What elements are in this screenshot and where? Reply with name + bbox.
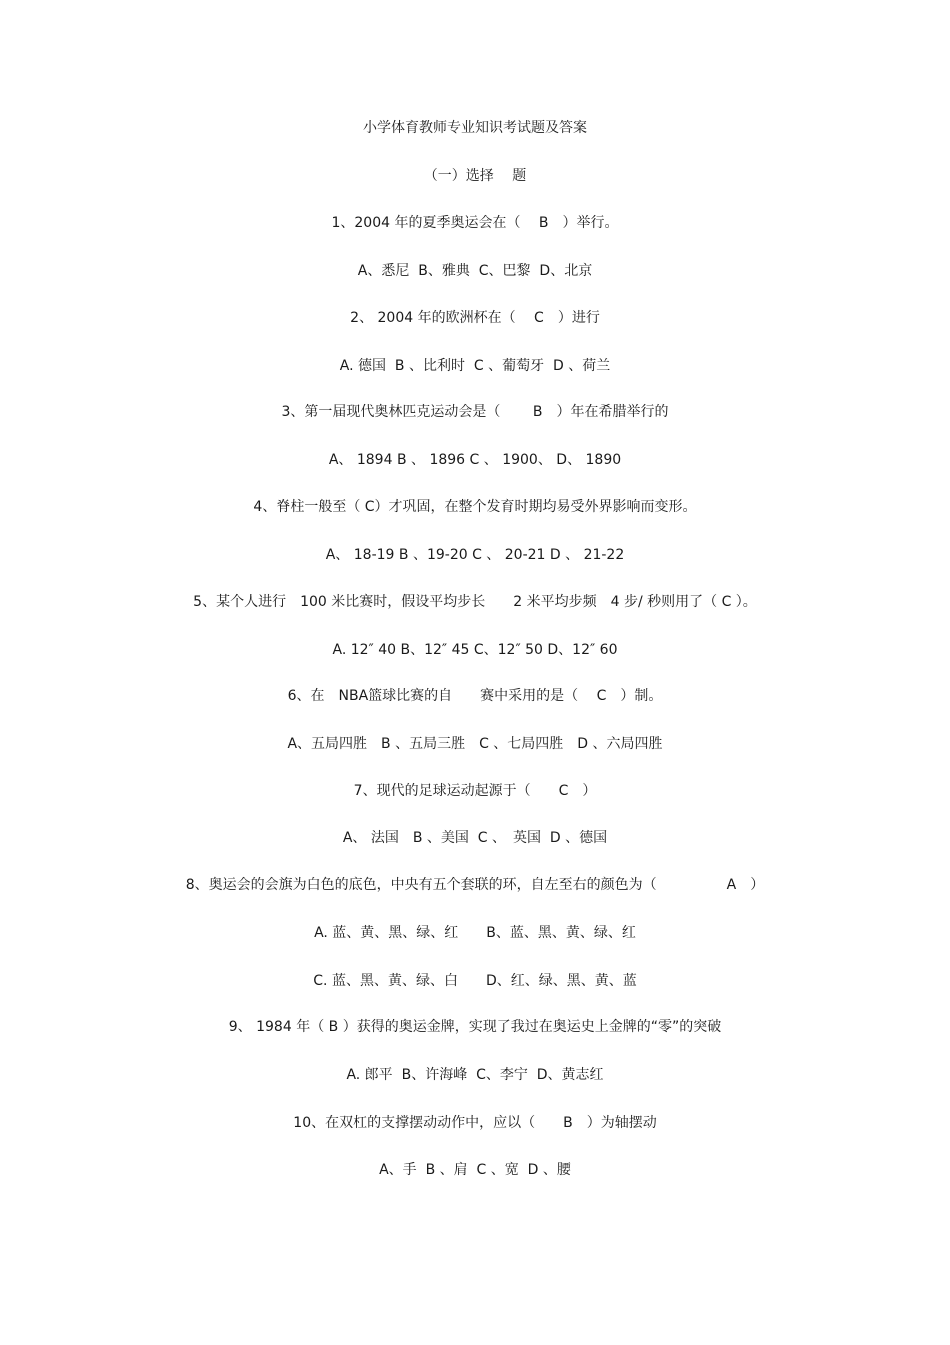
section-heading: （一）选择 题	[423, 168, 527, 184]
options-9: A. 郎平 B、许海峰 C、李宁 D、黄志红	[346, 1067, 604, 1083]
question-6: 6、在 NBA篮球比赛的自 赛中采用的是（ C ）制。	[287, 688, 663, 704]
question-9: 9、 1984 年（ B ）获得的奥运金牌，实现了我过在奥运史上金牌的“零”的突破	[228, 1019, 722, 1035]
question-1: 1、2004 年的夏季奥运会在（ B ）举行。	[331, 215, 619, 231]
question-3: 3、第一届现代奥林匹克运动会是（ B ）年在希腊举行的	[281, 404, 669, 420]
options-4: A、 18-19 B 、19-20 C 、 20-21 D 、 21-22	[325, 547, 625, 563]
options-7: A、 法国 B 、美国 C 、 英国 D 、德国	[342, 830, 608, 846]
options-3: A、 1894 B 、 1896 C 、 1900、 D、 1890	[328, 452, 622, 468]
question-4: 4、脊柱一般至（ C）才巩固，在整个发育时期均易受外界影响而变形。	[253, 499, 697, 515]
options-6: A、五局四胜 B 、五局三胜 C 、七局四胜 D 、六局四胜	[287, 736, 663, 752]
options-10: A、手 B 、肩 C 、宽 D 、腰	[379, 1162, 571, 1178]
document-title: 小学体育教师专业知识考试题及答案	[363, 120, 587, 136]
question-8: 8、奥运会的会旗为白色的底色，中央有五个套联的环，自左至右的颜色为（ A ）	[185, 877, 765, 893]
question-7: 7、现代的足球运动起源于（ C ）	[353, 783, 597, 799]
question-10: 10、在双杠的支撑摆动动作中，应以（ B ）为轴摆动	[293, 1115, 657, 1131]
options-8b: C. 蓝、黑、黄、绿、白 D、红、绿、黑、黄、蓝	[313, 973, 637, 989]
question-5: 5、某个人进行 100 米比赛时，假设平均步长 2 米平均步频 4 步/ 秒则用了（ C ）。	[193, 594, 757, 610]
options-2: A. 德国 B 、比利时 C 、葡萄牙 D 、荷兰	[339, 358, 611, 374]
options-1: A、悉尼 B、雅典 C、巴黎 D、北京	[357, 263, 593, 279]
options-8a: A. 蓝、黄、黑、绿、红 B、蓝、黑、黄、绿、红	[314, 925, 636, 941]
question-2: 2、 2004 年的欧洲杯在（ C ）进行	[350, 310, 600, 326]
options-5: A. 12″ 40 B、12″ 45 C、12″ 50 D、12″ 60	[332, 642, 618, 658]
